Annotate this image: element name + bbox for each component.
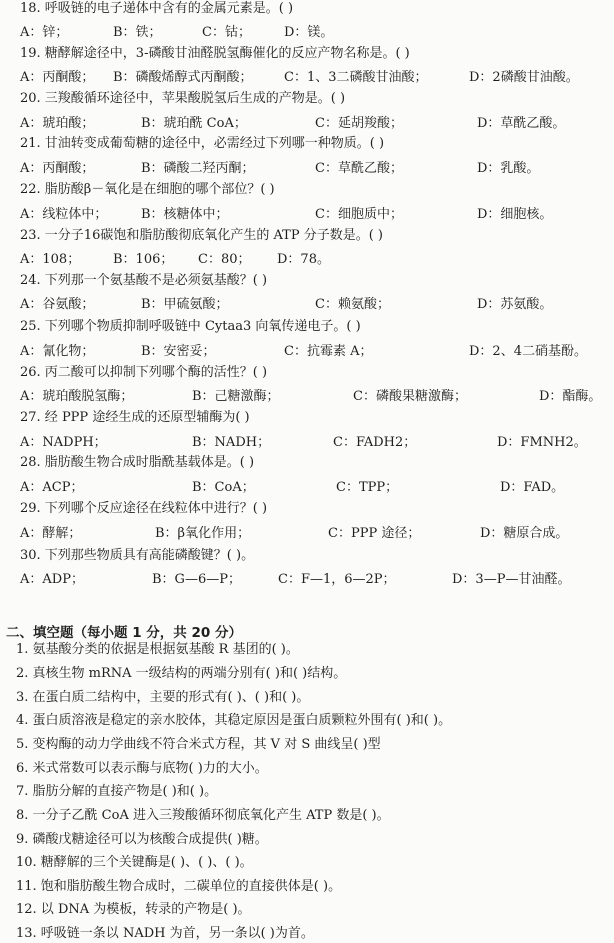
option-c: C：延胡羧酸； xyxy=(315,116,403,131)
option-c: C：细胞质中； xyxy=(315,207,403,222)
option-c: C：赖氨酸； xyxy=(315,297,390,312)
fill-question: 13. 呼吸链一条以 NADH 为首，另一条以( )为首。 xyxy=(16,926,314,941)
option-d: D：糖原合成。 xyxy=(480,526,569,541)
question-stem: 24. 下列那一个氨基酸不是必须氨基酸？( ) xyxy=(20,273,268,288)
fill-question: 9. 磷酸戊糖途径可以为核酸合成提供( )糖。 xyxy=(16,832,268,847)
option-c: C：1、3二磷酸甘油酸； xyxy=(284,70,428,85)
option-a: A：丙酮酸； xyxy=(20,161,95,176)
option-b: B：安密妥； xyxy=(141,344,216,359)
fill-question: 5. 变构酶的动力学曲线不符合米式方程，其 V 对 S 曲线呈( )型 xyxy=(16,737,381,752)
question-stem: 25. 下列哪个物质抑制呼吸链中 Cytaa3 向氧传递电子。( ) xyxy=(20,319,361,334)
fill-question: 2. 真核生物 mRNA 一级结构的两端分别有( )和( )结构。 xyxy=(16,666,347,681)
fill-question: 3. 在蛋白质二结构中，主要的形式有( )、( )和( )。 xyxy=(16,690,310,705)
option-c: C：F—1，6—2P； xyxy=(278,572,396,587)
option-b: B：核糖体中； xyxy=(141,207,229,222)
option-d: D：镁。 xyxy=(284,25,334,40)
option-a: A：NADPH； xyxy=(20,435,107,450)
option-c: C：抗霉素 A； xyxy=(284,344,373,359)
question-stem: 29. 下列哪个反应途径在线粒体中进行？( ) xyxy=(20,501,268,516)
question-stem: 21. 甘油转变成葡萄糖的途径中，必需经过下列哪一种物质。( ) xyxy=(20,136,385,151)
fill-question: 6. 米式常数可以表示酶与底物( )力的大小。 xyxy=(16,761,268,776)
fill-question: 7. 脂肪分解的直接产物是( )和( )。 xyxy=(16,784,218,799)
option-a: A：锌； xyxy=(20,25,69,40)
option-d: D：2、4二硝基酚。 xyxy=(469,344,587,359)
question-stem: 19. 糖酵解途径中，3-磷酸甘油醛脱氢酶催化的反应产物名称是。( ) xyxy=(20,46,410,61)
option-b: B：铁； xyxy=(113,25,162,40)
option-b: B：磷酸二羟丙酮； xyxy=(141,161,255,176)
option-d: D：FAD。 xyxy=(500,480,565,495)
option-b: B：CoA； xyxy=(192,480,255,495)
fill-question: 8. 一分子乙酰 CoA 进入三羧酸循环彻底氧化产生 ATP 数是( )。 xyxy=(16,808,390,823)
option-a: A：琥珀酸； xyxy=(20,116,95,131)
option-a: A：108； xyxy=(20,252,81,267)
question-stem: 27. 经 PPP 途经生成的还原型辅酶为( ) xyxy=(20,410,250,425)
fill-question: 1. 氨基酸分类的依据是根据氨基酸 R 基团的( )。 xyxy=(16,642,299,657)
question-stem: 20. 三羧酸循环途径中，苹果酸脱氢后生成的产物是。( ) xyxy=(20,91,346,106)
option-d: D：3—P—甘油醛。 xyxy=(452,572,571,587)
option-c: C：80； xyxy=(198,252,251,267)
option-b: B：琥珀酰 CoA； xyxy=(141,116,247,131)
question-stem: 26. 丙二酸可以抑制下列哪个酶的活性？( ) xyxy=(20,365,268,380)
option-a: A：谷氨酸； xyxy=(20,297,95,312)
option-d: D：细胞核。 xyxy=(477,207,553,222)
option-b: B：磷酸烯醇式丙酮酸； xyxy=(113,70,253,85)
option-a: A：ADP； xyxy=(20,572,84,587)
option-d: D：FMNH2。 xyxy=(497,435,587,450)
option-d: D：苏氨酸。 xyxy=(477,297,553,312)
fill-question: 11. 饱和脂肪酸生物合成时，二碳单位的直接供体是( )。 xyxy=(16,879,342,894)
option-c: C：FADH2； xyxy=(333,435,417,450)
question-stem: 22. 脂肪酸β－氧化是在细胞的哪个部位？( ) xyxy=(20,182,275,197)
option-d: D：草酰乙酸。 xyxy=(477,116,566,131)
question-stem: 30. 下列那些物质具有高能磷酸键？( )。 xyxy=(20,548,255,563)
fill-question: 12. 以 DNA 为模板，转录的产物是( )。 xyxy=(16,902,251,917)
option-b: B：甲硫氨酸； xyxy=(141,297,229,312)
section-title-fill-blanks: 二、填空题（每小题 1 分，共 20 分） xyxy=(6,625,242,641)
question-stem: 28. 脂肪酸生物合成时脂酰基载体是。( ) xyxy=(20,455,255,470)
option-a: A：线粒体中； xyxy=(20,207,108,222)
option-b: B：106； xyxy=(113,252,174,267)
option-c: C：TPP； xyxy=(336,480,399,495)
option-b: B：NADH； xyxy=(192,435,271,450)
option-b: B：β氧化作用； xyxy=(155,526,251,541)
fill-question: 10. 糖酵解的三个关键酶是( )、( )、( )。 xyxy=(16,855,253,870)
option-c: C：钴； xyxy=(202,25,251,40)
question-stem: 18. 呼吸链的电子递体中含有的金属元素是。( ) xyxy=(20,1,294,16)
fill-question: 4. 蛋白质溶液是稳定的亲水胶体，其稳定原因是蛋白质颗粒外围有( )和( )。 xyxy=(16,713,452,728)
option-c: C：PPP 途径； xyxy=(328,526,421,541)
option-b: B：G—6—P； xyxy=(152,572,241,587)
option-a: A：丙酮酸； xyxy=(20,70,95,85)
option-d: D：酯酶。 xyxy=(539,389,602,404)
option-a: A：酵解； xyxy=(20,526,82,541)
option-d: D：78。 xyxy=(277,252,330,267)
question-stem: 23. 一分子16碳饱和脂肪酸彻底氧化产生的 ATP 分子数是。( ) xyxy=(20,228,383,243)
option-d: D：2磷酸甘油酸。 xyxy=(469,70,579,85)
option-a: A：ACP； xyxy=(20,480,84,495)
option-c: C：磷酸果糖激酶； xyxy=(353,389,467,404)
option-b: B：己糖激酶； xyxy=(192,389,280,404)
option-c: C：草酰乙酸； xyxy=(315,161,403,176)
option-a: A：琥珀酸脱氢酶； xyxy=(20,389,134,404)
option-d: D：乳酸。 xyxy=(477,161,540,176)
option-a: A：氰化物； xyxy=(20,344,95,359)
